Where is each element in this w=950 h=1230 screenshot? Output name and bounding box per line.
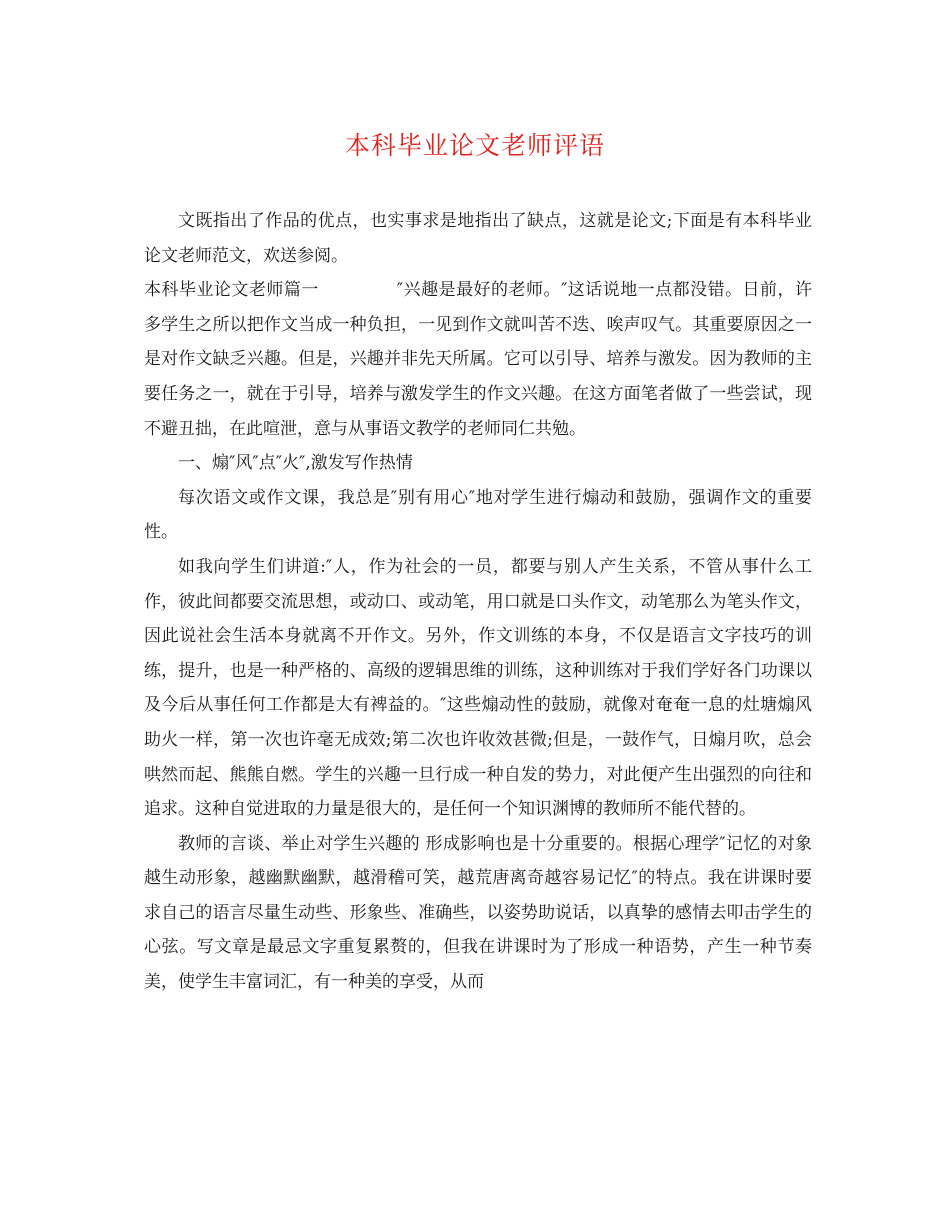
body-paragraph: 如我向学生们讲道:″人，作为社会的一员，都要与别人产生关系，不管从事什么工作，彼此间都要交流思想，或动口、或动笔，用口就是口头作文，动笔那么为笔头作文，因此说社会生活本身就离不开作文。另外，作文训练的本身，不仅是语言文字技巧的训练，提升，也是一种严格的、高级的逻辑思维的训练，这种训练对于我们学好各门功课以及今后从事任何工作都是大有裨益的。″这些煽动性的鼓励，就像对奄奄一息的灶塘煽风助火一样，第一次也许毫无成效;第二次也许收效甚微;但是，一鼓作气，日煽月吹，总会哄然而起、熊熊自燃。学生的兴趣一旦行成一种自发的势力，对此便产生出强烈的向往和追求。这种自觉进取的力量是很大的，是任何一个知识渊博的教师所不能代替的。	[144, 556, 812, 820]
section-label: 本科毕业论文老师篇一	[144, 280, 319, 301]
body-paragraph: 每次语文或作文课，我总是″别有用心″地对学生进行煽动和鼓励，强调作文的重要性。	[144, 487, 812, 543]
body-paragraph: 教师的言谈、举止对学生兴趣的 形成影响也是十分重要的。根据心理学″记忆的对象越生动形象，越幽默幽默，越滑稽可笑，越荒唐离奇越容易记忆″的特点。我在讲课时要求自己的语言尽量生动些、形象些、准确些，以姿势助说话，以真挚的感情去叩击学生的心弦。写文章是最忌文字重复累赘的，但我在讲课时为了形成一种语势，产生一种节奏美，使学生丰富词汇，有一种美的享受，从而	[144, 833, 812, 993]
section-paragraph	[144, 273, 812, 446]
document-title: 本科毕业论文老师评语	[344, 131, 605, 160]
section-text: ″兴趣是最好的老师。″这话说地一点都没错。日前，许多学生之所以把作文当成一种负担，一见到作文就叫苦不迭、唉声叹气。其重要原因之一是对作文缺乏兴趣。但是，兴趣并非先天所属。它可以引导、培养与激发。因为教师的主要任务之一，就在于引导，培养与激发学生的作文兴趣。在这方面笔者做了一些尝试，现不避丑拙，在此喧泄，意与从事语文教学的老师同仁共勉。	[144, 280, 812, 439]
intro-paragraph: 文既指出了作品的优点，也实事求是地指出了缺点，这就是论文;下面是有本科毕业论文老师范文，欢送参阅。	[144, 211, 812, 266]
section-heading: 一、煽″风″点″火″,激发写作热情	[178, 453, 413, 474]
document-body	[144, 204, 812, 1000]
